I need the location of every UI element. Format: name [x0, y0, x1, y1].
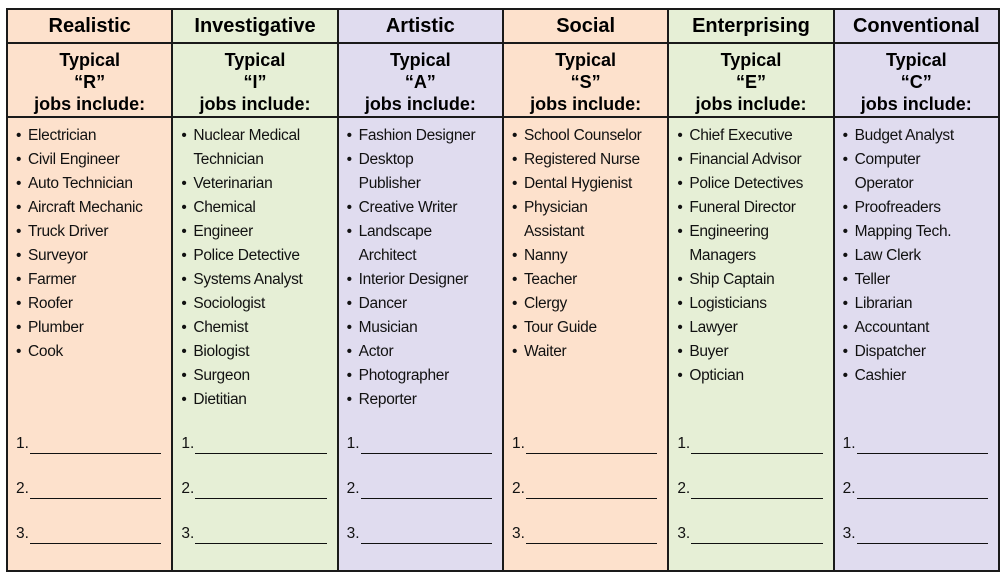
subheader-line: Typical [389, 50, 451, 70]
fill-in-line[interactable] [16, 525, 163, 570]
job-item: • Tour Guide [512, 316, 663, 340]
job-item: Assistant [523, 223, 585, 240]
job-item: • Nuclear Medical [181, 124, 332, 148]
job-item: • Physician [512, 196, 663, 220]
fill-in-number: 3. [16, 525, 29, 542]
job-item: • Waiter [512, 340, 663, 364]
job-item: • Chief Executive [677, 124, 828, 148]
column-title: Investigative [173, 10, 336, 44]
job-item: Operator [854, 175, 914, 192]
career-types-table [6, 8, 1000, 572]
blank-lines [181, 435, 328, 570]
fill-in-number: 1. [346, 435, 360, 452]
job-item: • Nanny [512, 244, 663, 268]
job-list [669, 118, 832, 388]
column-conventional [835, 10, 998, 570]
fill-in-number: 3. [842, 525, 856, 542]
job-item: • Ship Captain [677, 268, 828, 292]
job-item: • Accountant [843, 316, 994, 340]
subheader-letter: “I” [243, 72, 267, 92]
subheader-line: Typical [885, 50, 947, 70]
job-list [339, 118, 502, 412]
fill-in-number: 3. [511, 525, 525, 542]
fill-in-number: 1. [677, 435, 691, 452]
column-social [504, 10, 669, 570]
job-item: • Mapping Tech. [843, 220, 994, 244]
subheader-line: jobs include: [199, 94, 311, 114]
job-item: • Desktop [347, 148, 498, 172]
subheader-letter: “R” [74, 72, 106, 92]
fill-in-underline[interactable] [361, 525, 492, 544]
job-item: • Police Detectives [677, 172, 828, 196]
job-item: • Engineering [677, 220, 828, 244]
job-item: • Lawyer [677, 316, 828, 340]
fill-in-underline[interactable] [691, 525, 822, 544]
subheader-letter: “E” [735, 72, 766, 92]
fill-in-number: 3. [346, 525, 360, 542]
job-item: • Chemist [181, 316, 332, 340]
job-item: • Optician [677, 364, 828, 388]
fill-in-underline[interactable] [361, 480, 492, 499]
column-realistic [8, 10, 173, 570]
fill-in-underline[interactable] [195, 480, 326, 499]
fill-in-underline[interactable] [30, 435, 161, 454]
blank-lines [512, 435, 659, 570]
job-item: • Cashier [843, 364, 994, 388]
job-item: • Civil Engineer [16, 148, 167, 172]
column-title: Social [504, 10, 667, 44]
subheader-line: Typical [59, 50, 121, 70]
job-item: • Teller [843, 268, 994, 292]
fill-in-underline[interactable] [30, 480, 161, 499]
job-item: • Creative Writer [347, 196, 498, 220]
column-investigative [173, 10, 338, 570]
job-list [835, 118, 998, 388]
fill-in-line[interactable] [347, 480, 494, 525]
fill-in-underline[interactable] [691, 480, 822, 499]
job-item: • Buyer [677, 340, 828, 364]
fill-in-underline[interactable] [857, 525, 988, 544]
fill-in-underline[interactable] [691, 435, 822, 454]
fill-in-underline[interactable] [526, 480, 657, 499]
job-item: • Surgeon [181, 364, 332, 388]
column-subheader [8, 44, 171, 118]
job-item: • Funeral Director [677, 196, 828, 220]
job-item: • Veterinarian [181, 172, 332, 196]
fill-in-line[interactable] [181, 435, 328, 480]
fill-in-number: 3. [677, 525, 691, 542]
fill-in-line[interactable] [512, 480, 659, 525]
fill-in-line[interactable] [181, 480, 328, 525]
column-subheader [835, 44, 998, 118]
job-item: • Dancer [347, 292, 498, 316]
job-item: • Roofer [16, 292, 167, 316]
fill-in-number: 2. [677, 480, 691, 497]
fill-in-underline[interactable] [361, 435, 492, 454]
job-item: • Interior Designer [347, 268, 498, 292]
job-item: • Librarian [843, 292, 994, 316]
fill-in-underline[interactable] [195, 525, 326, 544]
fill-in-line[interactable] [347, 525, 494, 570]
job-item: • Dispatcher [843, 340, 994, 364]
fill-in-number: 2. [181, 480, 195, 497]
fill-in-line[interactable] [677, 480, 824, 525]
job-item: Technician [193, 151, 264, 168]
fill-in-number: 2. [842, 480, 856, 497]
fill-in-line[interactable] [677, 525, 824, 570]
job-item: • Biologist [181, 340, 332, 364]
job-list [8, 118, 171, 364]
job-item: • Systems Analyst [181, 268, 332, 292]
blank-lines [16, 435, 163, 570]
job-item: • Musician [347, 316, 498, 340]
subheader-letter: “C” [900, 72, 932, 92]
job-item: • Electrician [16, 124, 167, 148]
job-item: • Farmer [16, 268, 167, 292]
fill-in-number: 1. [842, 435, 856, 452]
fill-in-underline[interactable] [195, 435, 326, 454]
subheader-letter: “S” [570, 72, 601, 92]
job-list [504, 118, 667, 364]
job-item: • Dietitian [181, 388, 332, 412]
blank-lines [347, 435, 494, 570]
job-item: • Sociologist [181, 292, 332, 316]
subheader-line: jobs include: [860, 94, 972, 114]
column-title: Realistic [8, 10, 171, 44]
subheader-letter: “A” [404, 72, 436, 92]
fill-in-number: 2. [511, 480, 525, 497]
fill-in-line[interactable] [512, 435, 659, 480]
subheader-line: Typical [720, 50, 782, 70]
column-title: Enterprising [669, 10, 832, 44]
fill-in-number: 2. [346, 480, 360, 497]
fill-in-line[interactable] [843, 480, 990, 525]
job-list [173, 118, 336, 412]
job-item: • Actor [347, 340, 498, 364]
job-item: Managers [689, 247, 756, 264]
fill-in-line[interactable] [512, 525, 659, 570]
fill-in-underline[interactable] [526, 525, 657, 544]
fill-in-line[interactable] [677, 435, 824, 480]
fill-in-underline[interactable] [526, 435, 657, 454]
job-item: • Clergy [512, 292, 663, 316]
job-item: • Landscape [347, 220, 498, 244]
fill-in-number: 1. [181, 435, 195, 452]
fill-in-line[interactable] [16, 480, 163, 525]
column-artistic [339, 10, 504, 570]
fill-in-number: 1. [16, 435, 29, 452]
fill-in-number: 1. [511, 435, 525, 452]
column-enterprising [669, 10, 834, 570]
job-item: Architect [358, 247, 417, 264]
fill-in-underline[interactable] [857, 435, 988, 454]
column-subheader [669, 44, 832, 118]
fill-in-line[interactable] [843, 525, 990, 570]
subheader-line: Typical [224, 50, 286, 70]
job-item: • Surveyor [16, 244, 167, 268]
blank-lines [677, 435, 824, 570]
column-title: Conventional [835, 10, 998, 44]
job-item: Publisher [358, 175, 421, 192]
fill-in-number: 2. [16, 480, 29, 497]
job-item: • Engineer [181, 220, 332, 244]
job-item: • Reporter [347, 388, 498, 412]
column-title: Artistic [339, 10, 502, 44]
subheader-line: jobs include: [695, 94, 807, 114]
job-item: • Aircraft Mechanic [16, 196, 167, 220]
fill-in-underline[interactable] [857, 480, 988, 499]
column-subheader [339, 44, 502, 118]
job-item: • School Counselor [512, 124, 663, 148]
job-item: • Dental Hygienist [512, 172, 663, 196]
job-item: • Photographer [347, 364, 498, 388]
subheader-line: jobs include: [530, 94, 642, 114]
fill-in-line[interactable] [16, 435, 163, 480]
job-item: • Budget Analyst [843, 124, 994, 148]
subheader-line: jobs include: [364, 94, 476, 114]
fill-in-underline[interactable] [30, 525, 161, 544]
job-item: • Cook [16, 340, 167, 364]
blank-lines [843, 435, 990, 570]
job-item: • Fashion Designer [347, 124, 498, 148]
job-item: • Registered Nurse [512, 148, 663, 172]
fill-in-line[interactable] [843, 435, 990, 480]
fill-in-line[interactable] [347, 435, 494, 480]
column-subheader [173, 44, 336, 118]
subheader-line: Typical [555, 50, 616, 70]
job-item: • Logisticians [677, 292, 828, 316]
fill-in-number: 3. [181, 525, 195, 542]
job-item: • Police Detective [181, 244, 332, 268]
job-item: • Teacher [512, 268, 663, 292]
job-item: • Chemical [181, 196, 332, 220]
job-item: • Computer [843, 148, 994, 172]
job-item: • Law Clerk [843, 244, 994, 268]
job-item: • Truck Driver [16, 220, 167, 244]
job-item: • Plumber [16, 316, 167, 340]
job-item: • Financial Advisor [677, 148, 828, 172]
job-item: • Auto Technician [16, 172, 167, 196]
column-subheader [504, 44, 667, 118]
fill-in-line[interactable] [181, 525, 328, 570]
subheader-line: jobs include: [34, 94, 146, 114]
job-item: • Proofreaders [843, 196, 994, 220]
